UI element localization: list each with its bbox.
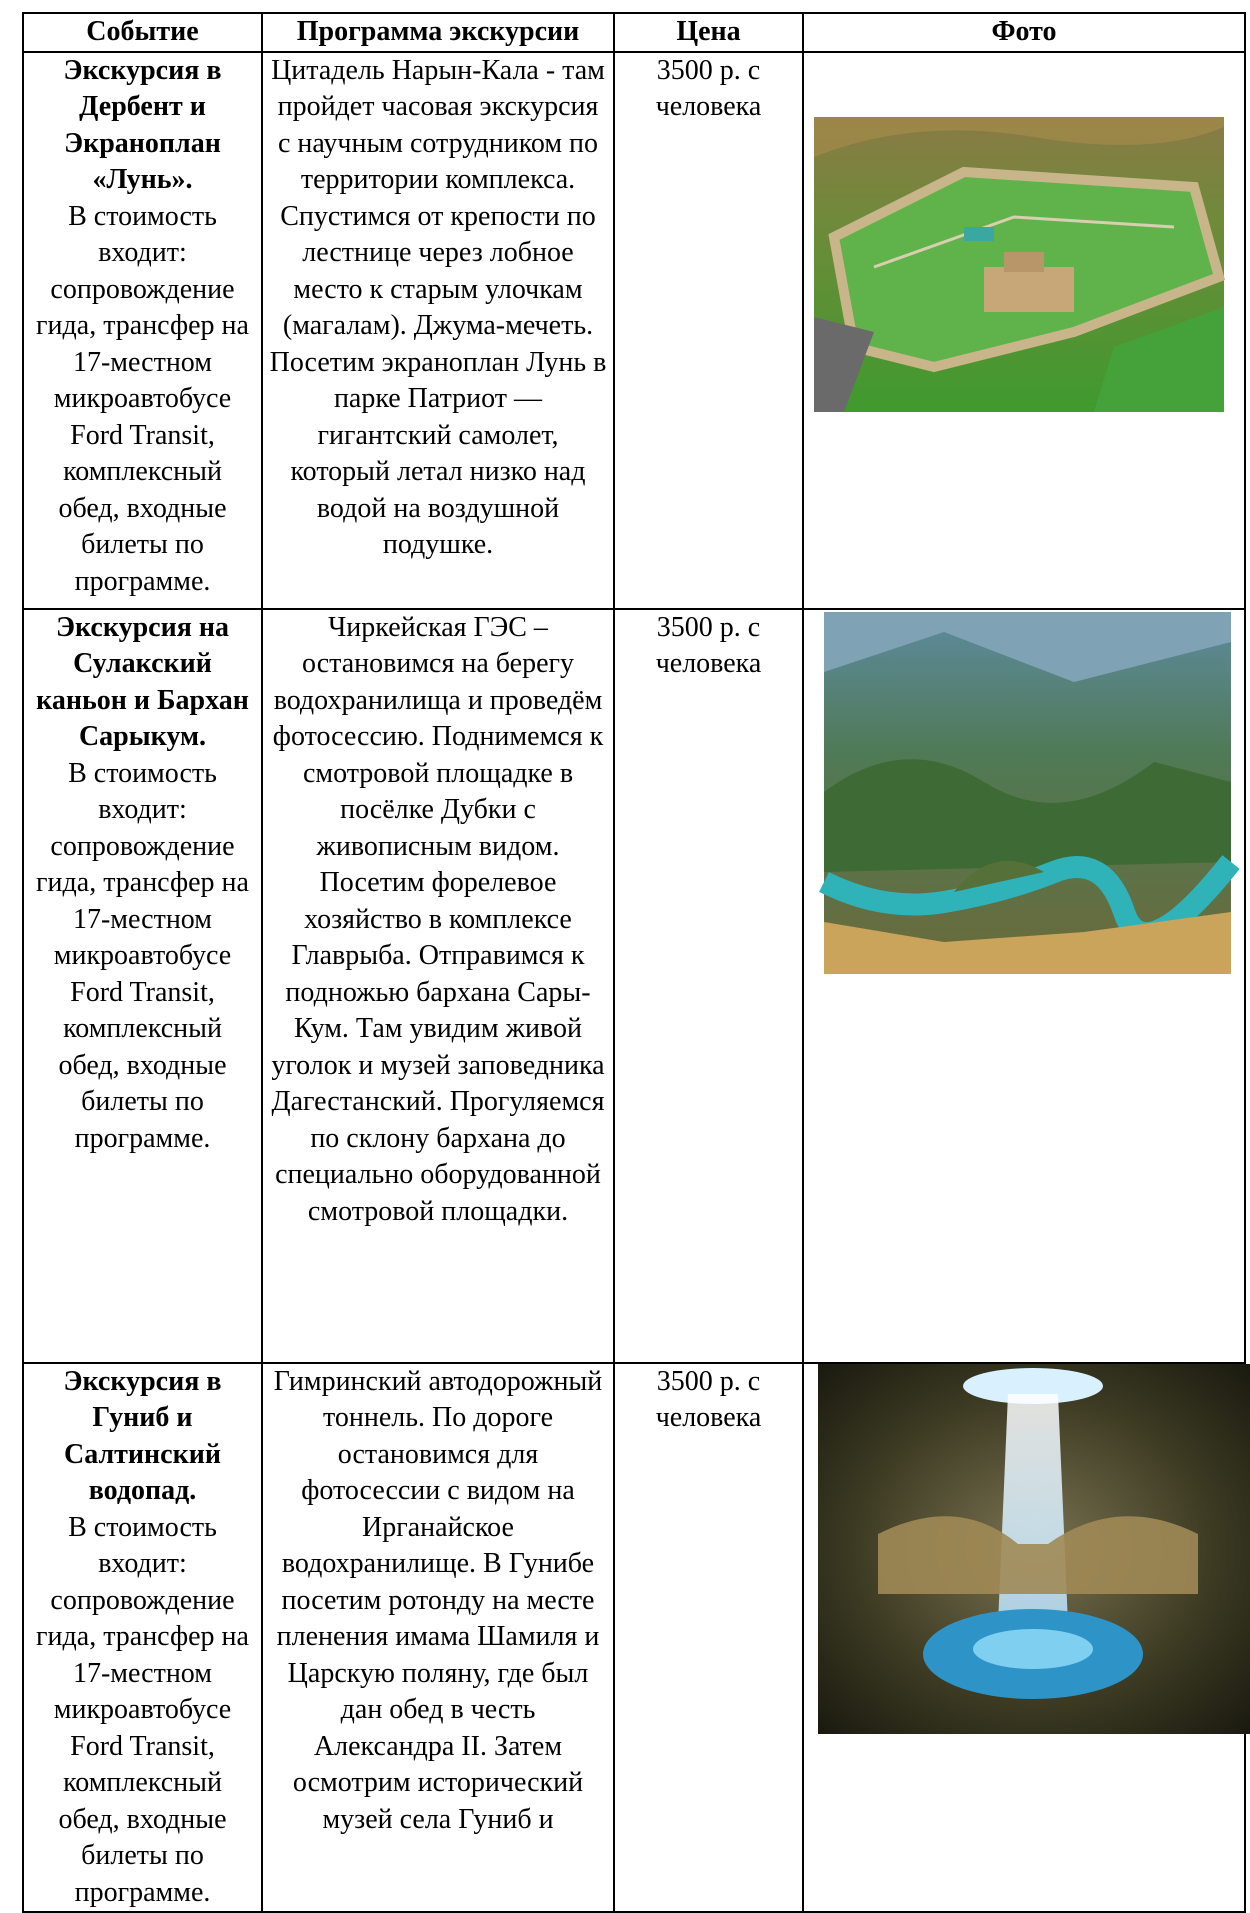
table-row	[23, 1363, 1245, 1913]
event-cell	[23, 609, 262, 1363]
event-title: Экскурсия на Сулакский каньон и Бархан Сарыкум.	[36, 611, 249, 752]
table-header-row	[23, 13, 1245, 52]
photo-cell	[803, 1363, 1245, 1913]
price-cell: 3500 р. с человека	[614, 609, 803, 1363]
table-row	[23, 609, 1245, 1363]
header-event: Событие	[23, 13, 262, 52]
waterfall-cave-photo	[818, 1364, 1250, 1734]
event-included: В стоимость входит: сопровождение гида, трансфер на 17-местном микроавтобусе Ford Transit, комплексный обед, входные билеты по программе.	[36, 1511, 249, 1908]
header-program: Программа экскурсии	[262, 13, 614, 52]
fortress-aerial-photo	[814, 117, 1224, 412]
event-title: Экскурсия в Дербент и Экраноплан «Лунь».	[63, 54, 222, 195]
price-cell: 3500 р. с человека	[614, 52, 803, 609]
program-cell: Чиркейская ГЭС – остановимся на берегу водохранилища и проведём фотосессию. Поднимемся к смотровой площадке в посёлке Дубки с живописным видом. Посетим форелевое хозяйство в комплексе Главрыба. Отправимся к подножью бархана Сары-Кум. Там увидим живой уголок и музей заповедника Дагестанский. Прогуляемся по склону бархана до специально оборудованной смотровой площадки.	[262, 609, 614, 1363]
event-title: Экскурсия в Гуниб и Салтинский водопад.	[63, 1365, 222, 1506]
photo-cell	[803, 609, 1245, 1363]
header-photo: Фото	[803, 13, 1245, 52]
photo-cell	[803, 52, 1245, 609]
header-price: Цена	[614, 13, 803, 52]
event-included: В стоимость входит: сопровождение гида, трансфер на 17-местном микроавтобусе Ford Transit, комплексный обед, входные билеты по программе.	[36, 200, 249, 597]
event-cell	[23, 1363, 262, 1913]
table-row	[23, 52, 1245, 609]
program-cell: Цитадель Нарын-Кала - там пройдет часовая экскурсия с научным сотрудником по территории комплекса. Спустимся от крепости по лестнице через лобное место к старым улочкам (магалам). Джума-мечеть. Посетим экраноплан Лунь в парке Патриот — гигантский самолет, который летал низко над водой на воздушной подушке.	[262, 52, 614, 609]
event-included: В стоимость входит: сопровождение гида, трансфер на 17-местном микроавтобусе Ford Transit, комплексный обед, входные билеты по программе.	[36, 757, 249, 1154]
event-cell	[23, 52, 262, 609]
document-page	[22, 12, 1246, 1908]
excursions-table	[22, 12, 1246, 1913]
canyon-photo	[824, 612, 1231, 974]
program-cell: Гимринский автодорожный тоннель. По дороге остановимся для фотосессии с видом на Ирганайское водохранилище. В Гунибе посетим ротонду на месте пленения имама Шамиля и Царскую поляну, где был дан обед в честь Александра II. Затем осмотрим исторический музей села Гуниб и	[262, 1363, 614, 1913]
price-cell: 3500 р. с человека	[614, 1363, 803, 1913]
